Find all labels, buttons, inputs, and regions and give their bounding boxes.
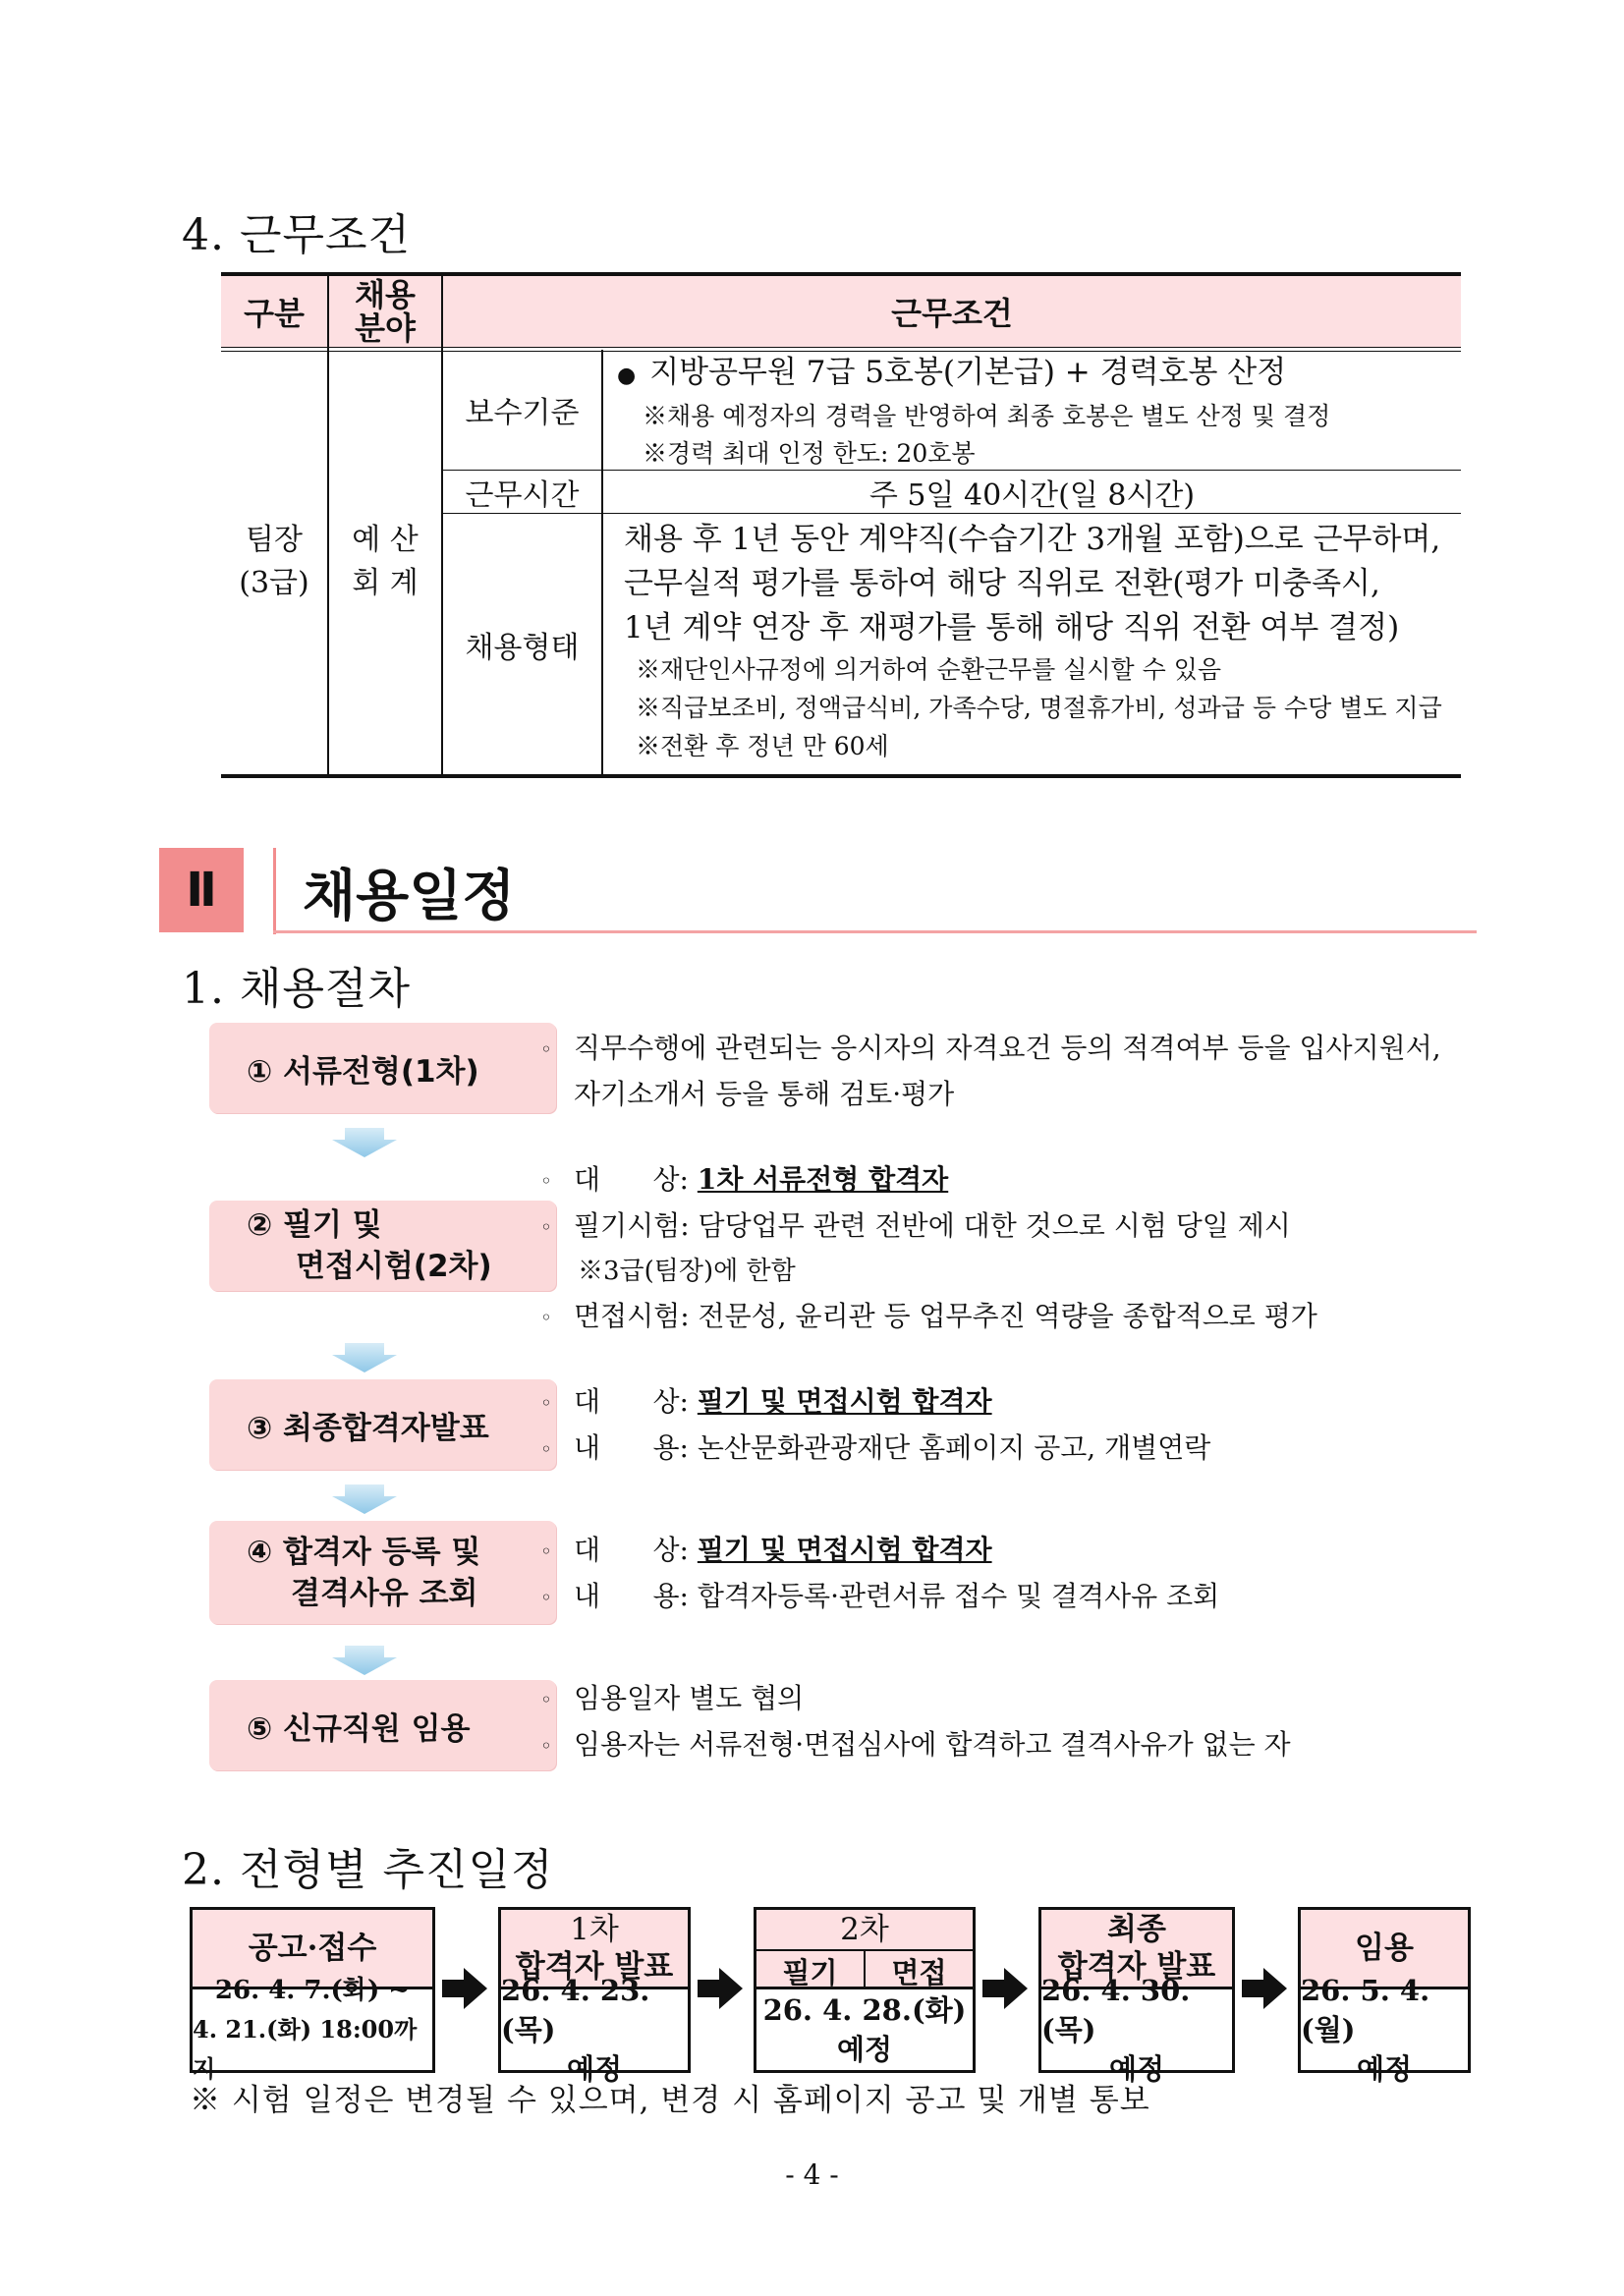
stage-title-line1: 2차 <box>840 1912 889 1947</box>
step-label-line2: 결격사유 조회 <box>291 1575 478 1611</box>
header-conditions: 근무조건 <box>443 276 1461 347</box>
step-label: ③ 최종합격자발표 <box>247 1410 489 1446</box>
stage-date-line1: 26. 4. 7.(화) ~ <box>214 1976 411 2005</box>
process-step-2 <box>209 1201 556 1291</box>
banner-underline <box>273 930 1477 933</box>
employment-line: 채용 후 1년 동안 계약직(수습기간 3개월 포함)으로 근무하며, <box>624 522 1441 557</box>
pay-content <box>617 351 1452 473</box>
employment-content <box>624 518 1459 765</box>
section-heading-schedule: 2. 전형별 추진일정 <box>182 1845 554 1895</box>
header-field-line1: 채용 <box>355 276 416 313</box>
pay-note: ※채용 예정자의 경력을 반영하여 최종 호봉은 별도 산정 및 결정 <box>643 402 1331 430</box>
field-line2: 회 계 <box>352 566 419 600</box>
schedule-stage-4 <box>1038 1907 1235 2086</box>
employment-note: ※직급보조비, 정액급식비, 가족수당, 명절휴가비, 성과급 등 수당 별도 지급 <box>636 694 1442 722</box>
stage-title-line1: 1차 <box>570 1912 619 1947</box>
desc-line: 내 용: 합격자등록·관련서류 접수 및 결격사유 조회 <box>574 1580 1220 1612</box>
stage-date <box>501 1974 688 2086</box>
step5-description <box>540 1676 1291 1768</box>
desc-label: 대 상: <box>574 1163 698 1196</box>
banner-divider <box>273 848 276 934</box>
step-label: ① 서류전형(1차) <box>247 1053 479 1090</box>
pay-main: 지방공무원 7급 5호봉(기본급) + 경력호봉 산정 <box>649 355 1287 390</box>
desc-line: 내 용: 논산문화관광재단 홈페이지 공고, 개별연락 <box>574 1431 1211 1464</box>
employment-note: ※전환 후 정년 만 60세 <box>636 732 889 760</box>
process-step-5 <box>209 1680 556 1770</box>
pay-label: 보수기준 <box>465 396 580 430</box>
stage-title-line2: 합격자 발표 <box>1057 1949 1216 1985</box>
work-conditions-table <box>221 272 1461 778</box>
category-line2: (3급) <box>239 566 309 600</box>
hours-label: 근무시간 <box>465 477 580 513</box>
stage-date-line2: 예정 <box>566 2052 623 2086</box>
arrow-right-icon <box>1242 1966 1287 2011</box>
desc-line: 임용일자 별도 협의 <box>574 1682 805 1714</box>
arrow-down-icon <box>332 1484 397 1514</box>
chapter-numeral: Ⅱ <box>159 848 244 932</box>
stage-title <box>756 1910 973 1951</box>
bullet-icon: ◦ <box>540 1306 552 1329</box>
schedule-stage-2 <box>498 1907 691 2086</box>
bullet-icon: ◦ <box>540 1734 552 1758</box>
desc-line: 임용자는 서류전형·면접심사에 합격하고 결격사유가 없는 자 <box>574 1728 1291 1761</box>
step-label-line2: 면접시험(2차) <box>296 1249 492 1284</box>
process-step-4 <box>209 1521 556 1624</box>
stage-date <box>1041 1974 1232 2086</box>
category-cell <box>221 350 327 774</box>
schedule-note: ※ 시험 일정은 변경될 수 있으며, 변경 시 홈페이지 공고 및 개별 통보 <box>190 2083 1150 2118</box>
desc-label: 대 상: <box>574 1385 698 1418</box>
step-label: ⑤ 신규직원 임용 <box>247 1710 471 1747</box>
stage-subheaders <box>756 1951 973 1989</box>
stage-title-line2: 합격자 발표 <box>515 1949 674 1985</box>
bullet-icon: ◦ <box>540 1391 552 1415</box>
stage-sub-interview: 면접 <box>891 1956 947 1989</box>
desc-label: 대 상: <box>574 1534 698 1566</box>
employment-note: ※재단인사규정에 의거하여 순환근무를 실시할 수 있음 <box>636 655 1222 684</box>
stage-title-line1: 공고·접수 <box>248 1931 377 1966</box>
bullet-icon: ◦ <box>540 1037 552 1061</box>
arrow-right-icon <box>442 1966 487 2011</box>
stage-date-line2: 예정 <box>1356 2052 1413 2086</box>
stage-sub-written: 필기 <box>756 1951 866 1987</box>
stage-date <box>756 1989 973 2070</box>
stage-date-line2: 예정 <box>1108 2052 1165 2086</box>
arrow-down-icon <box>332 1343 397 1372</box>
step-label: ④ 합격자 등록 및 <box>247 1534 481 1570</box>
employment-line: 근무실적 평가를 통하여 해당 직위로 전환(평가 미충족시, <box>624 566 1380 601</box>
arrow-right-icon <box>982 1966 1028 2011</box>
stage-date <box>193 1976 432 2083</box>
stage-date-line2: 예정 <box>836 2033 893 2066</box>
arrow-right-icon <box>698 1966 743 2011</box>
field-line1: 예 산 <box>352 523 419 557</box>
field-cell <box>329 350 441 774</box>
page-number: - 4 - <box>785 2158 839 2191</box>
bullet-icon: ◦ <box>540 1437 552 1461</box>
stage-date-line1: 26. 5. 4.(월) <box>1301 1974 1430 2046</box>
stage-date <box>1301 1974 1468 2086</box>
pay-note: ※경력 최대 인정 한도: 20호봉 <box>643 439 976 468</box>
step3-description <box>540 1379 1210 1472</box>
bullet-icon: ● <box>617 364 637 388</box>
step4-description <box>540 1528 1219 1620</box>
stage-date-line1: 26. 4. 23.(목) <box>501 1974 650 2046</box>
process-step-1 <box>209 1023 556 1113</box>
desc-line: 면접시험: 전문성, 윤리관 등 업무추진 역량을 종합적으로 평가 <box>574 1300 1317 1332</box>
bullet-icon: ◦ <box>540 1169 552 1193</box>
header-field <box>329 276 441 347</box>
arrow-down-icon <box>332 1128 397 1157</box>
section-heading-process: 1. 채용절차 <box>182 964 411 1014</box>
desc-target: 필기 및 면접시험 합격자 <box>697 1534 992 1566</box>
header-field-line2: 분야 <box>355 309 416 347</box>
category-line1: 팀장 <box>246 523 303 557</box>
step2-description <box>540 1157 1317 1340</box>
step-label: ② 필기 및 <box>247 1207 382 1243</box>
arrow-down-icon <box>332 1646 397 1675</box>
employment-line: 1년 계약 연장 후 재평가를 통해 해당 직위 전환 여부 결정) <box>624 610 1400 645</box>
schedule-stage-3 <box>754 1907 976 2073</box>
process-step-3 <box>209 1379 556 1470</box>
chapter-title: 채용일정 <box>303 865 516 928</box>
desc-note: ※3급(팀장)에 한함 <box>578 1257 796 1286</box>
desc-line: 직무수행에 관련되는 응시자의 자격요건 등의 적격여부 등을 입사지원서, <box>574 1032 1441 1064</box>
desc-target: 1차 서류전형 합격자 <box>697 1163 949 1196</box>
schedule-stage-1 <box>190 1907 435 2083</box>
stage-title-line1: 최종 <box>1107 1912 1166 1947</box>
bullet-icon: ◦ <box>540 1688 552 1711</box>
desc-target: 필기 및 면접시험 합격자 <box>697 1385 992 1418</box>
stage-date-line1: 26. 4. 28.(화) <box>762 1993 967 2027</box>
stage-title-line1: 임용 <box>1355 1931 1414 1966</box>
stage-date-line1: 26. 4. 30.(목) <box>1041 1974 1191 2046</box>
desc-line: 자기소개서 등을 통해 검토·평가 <box>574 1078 955 1110</box>
employment-label: 채용형태 <box>465 630 580 665</box>
stage-date-line2: 4. 21.(화) 18:00까지 <box>193 2015 418 2083</box>
schedule-stage-5 <box>1298 1907 1471 2086</box>
section-heading-work-conditions: 4. 근무조건 <box>182 210 411 260</box>
bullet-icon: ◦ <box>540 1586 552 1609</box>
desc-line: 필기시험: 담당업무 관련 전반에 대한 것으로 시험 당일 제시 <box>574 1209 1291 1242</box>
header-category: 구분 <box>221 276 327 347</box>
hours-value: 주 5일 40시간(일 8시간) <box>868 477 1196 513</box>
bullet-icon: ◦ <box>540 1215 552 1239</box>
step1-description <box>540 1026 1441 1116</box>
bullet-icon: ◦ <box>540 1540 552 1563</box>
